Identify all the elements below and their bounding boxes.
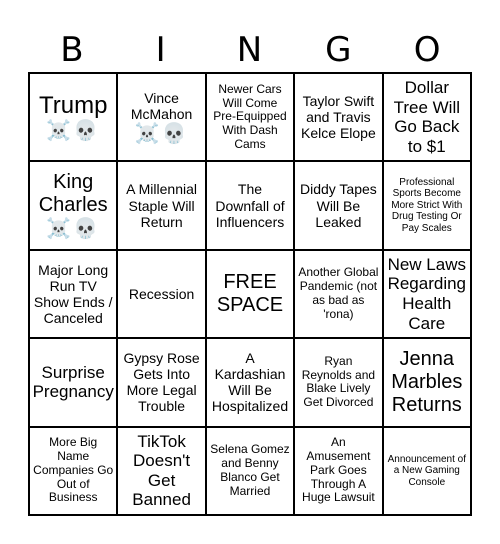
bingo-cell[interactable] — [117, 427, 205, 515]
bingo-cell-text: A Millennial Staple Will Return — [126, 181, 197, 230]
bingo-cell[interactable] — [117, 73, 205, 161]
bingo-cell-text: The Downfall of Influencers — [215, 181, 285, 230]
bingo-cell-text: Professional Sports Become More Strict With Drug Testing Or Pay Scales — [391, 176, 463, 234]
header-letter-n: N — [236, 30, 264, 70]
bingo-cell-text: Major Long Run TV Show Ends / Canceled — [33, 261, 113, 327]
bingo-cell[interactable] — [29, 73, 117, 161]
bingo-cell[interactable] — [294, 250, 382, 338]
bingo-cell-text: Trump — [38, 91, 108, 119]
bingo-cell[interactable] — [294, 338, 382, 426]
skull-crossbones-icon: ☠️💀 — [46, 118, 101, 143]
bingo-cell[interactable] — [206, 250, 294, 338]
bingo-cell-text: Announcement of a New Gaming Console — [387, 453, 466, 488]
bingo-cell-text: An Amusement Park Goes Through A Huge Lawsuit — [302, 435, 375, 505]
header-letter-i: I — [155, 30, 167, 70]
bingo-cell[interactable] — [294, 161, 382, 249]
bingo-cell[interactable] — [29, 250, 117, 338]
bingo-cell-text: Diddy Tapes Will Be Leaked — [299, 181, 377, 230]
header-letter-g: G — [325, 30, 353, 70]
bingo-cell[interactable] — [294, 427, 382, 515]
bingo-cell[interactable] — [206, 73, 294, 161]
bingo-cell[interactable] — [383, 73, 471, 161]
header-letter-b: B — [60, 30, 85, 70]
bingo-cell[interactable] — [206, 338, 294, 426]
bingo-cell[interactable] — [117, 338, 205, 426]
bingo-cell[interactable] — [29, 338, 117, 426]
bingo-grid — [28, 72, 472, 516]
bingo-cell-text: A Kardashian Will Be Hospitalized — [211, 350, 289, 415]
bingo-cell-text: Recession — [128, 285, 195, 302]
bingo-cell-text: Jenna Marbles Returns — [391, 347, 463, 416]
skull-crossbones-icon: ☠️💀 — [134, 120, 189, 145]
bingo-cell[interactable] — [294, 73, 382, 161]
bingo-header — [28, 28, 472, 72]
bingo-cell-text: King Charles — [38, 171, 108, 217]
bingo-cell[interactable] — [383, 250, 471, 338]
bingo-cell[interactable] — [29, 427, 117, 515]
bingo-cell-text: Gypsy Rose Gets Into More Legal Trouble — [123, 350, 200, 415]
bingo-cell-text: Dollar Tree Will Go Back to $1 — [393, 78, 461, 156]
bingo-cell-text: TikTok Doesn't Get Banned — [132, 431, 191, 510]
bingo-cell[interactable] — [383, 338, 471, 426]
bingo-cell[interactable] — [383, 427, 471, 515]
bingo-cell-text: Taylor Swift and Travis Kelce Elope — [301, 93, 376, 142]
bingo-cell[interactable] — [117, 161, 205, 249]
bingo-cell[interactable] — [383, 161, 471, 249]
bingo-cell-text: Selena Gomez and Benny Blanco Get Married — [210, 442, 290, 498]
skull-crossbones-icon: ☠️💀 — [46, 216, 101, 241]
bingo-cell-text: Newer Cars Will Come Pre-Equipped With Dash Cams — [213, 81, 287, 151]
bingo-cell[interactable] — [206, 427, 294, 515]
bingo-cell-text: Ryan Reynolds and Blake Lively Get Divorced — [301, 353, 376, 410]
bingo-cell[interactable] — [206, 161, 294, 249]
bingo-cell-text: FREE SPACE — [216, 270, 284, 316]
bingo-cell-text: Vince McMahon — [130, 89, 193, 122]
bingo-cell[interactable] — [29, 161, 117, 249]
header-letter-o: O — [413, 30, 442, 70]
bingo-cell[interactable] — [117, 250, 205, 338]
bingo-cell-text: Surprise Pregnancy — [32, 362, 114, 402]
bingo-cell-text: Another Global Pandemic (not as bad as 'rona) — [298, 265, 379, 321]
bingo-cell-text: New Laws Regarding Health Care — [387, 254, 467, 333]
bingo-cell-text: More Big Name Companies Go Out of Business — [33, 435, 114, 505]
